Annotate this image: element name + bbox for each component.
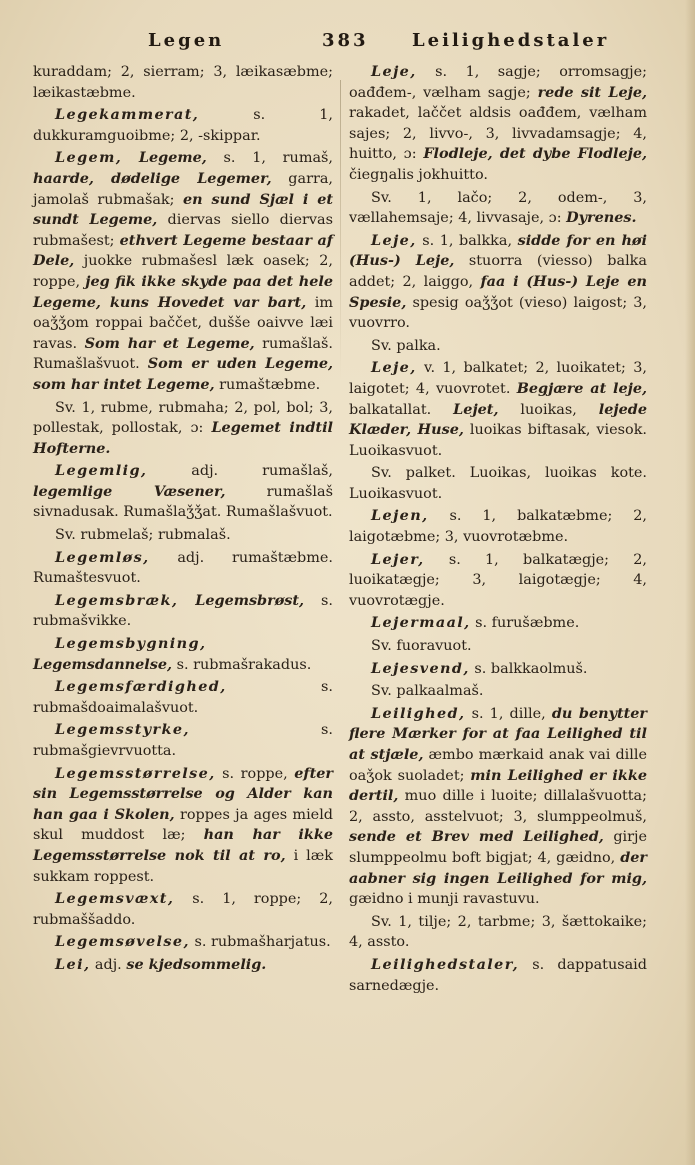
- left-column: [33, 62, 333, 978]
- headword: Legemsbræk,: [55, 591, 179, 609]
- example-phrase: Legemsbrøst,: [195, 591, 305, 609]
- entry-text: roppes ja ages mield skul muddost læ;: [33, 806, 334, 844]
- dictionary-entry: [33, 62, 333, 103]
- entry-text: s. rubmašharjatus.: [189, 934, 331, 951]
- entry-text: Sv. palka.: [371, 337, 441, 354]
- swedish-lapp-note: [349, 336, 647, 357]
- entry-text: v. 1, balkatet; 2, luoikatet; 3, laigotet; 4, vuovrotet.: [349, 360, 647, 397]
- example-phrase: Legemet indtil Hofterne.: [33, 419, 333, 457]
- example-phrase: du benytter flere Mærker for at faa Leilighed til at stjæle,: [349, 704, 647, 763]
- example-phrase: se kjedsommelig.: [126, 955, 267, 973]
- headword: Legemlig,: [55, 462, 148, 480]
- entry-text: s. rubmašdoaimalašvuot.: [33, 679, 333, 716]
- example-phrase: Begjære at leje,: [516, 379, 647, 397]
- entry-text: rakadet, laččet aldsis oađđem, vælham sajes; 2, livvo-, 3, livvadamsagje; 4, huitto, ɔ:: [349, 105, 647, 163]
- example-phrase: faa i (Hus-) Leje en Spesie,: [349, 272, 647, 311]
- dictionary-entry: [33, 889, 333, 930]
- dictionary-entry: [33, 105, 333, 146]
- example-phrase: Som er uden Legeme, som har intet Legeme,: [33, 355, 333, 393]
- page-edge-shadow: [685, 0, 695, 1165]
- dictionary-entry: [33, 148, 333, 395]
- headword: Lei,: [55, 955, 91, 973]
- entry-text: s. 1, balkatæbme; 2, laigotæbme; 3, vuovrotæbme.: [349, 508, 647, 546]
- headword: Leje,: [371, 231, 417, 249]
- entry-text: [178, 593, 195, 609]
- entry-text: spesig oaǯǯot (vieso) laigost; 3, vuovrro.: [349, 294, 647, 332]
- entry-text: s. 1, sagje; orromsagje; oađđem-, vælham sagje;: [349, 64, 647, 101]
- dictionary-entry: [33, 764, 333, 888]
- example-phrase: jeg fik ikke skyde paa det hele Legeme, kuns Hovedet var bart,: [33, 272, 333, 311]
- right-column: [349, 62, 647, 998]
- entry-text: s. rubmašgievrvuotta.: [33, 722, 333, 759]
- headword: Legemsbygning,: [55, 635, 207, 653]
- entry-text: s. rubmašvikke.: [33, 592, 333, 630]
- entry-text: im oaǯǯom roppai baččet, dušše oaivve læi ravas.: [33, 294, 333, 352]
- example-phrase: Som har et Legeme,: [84, 334, 255, 352]
- entry-text: s. roppe,: [215, 765, 295, 782]
- headword: Leilighedstaler,: [371, 955, 520, 973]
- entry-text: s. furušæbme.: [470, 615, 580, 632]
- example-phrase: lejede Klæder, Huse,: [349, 400, 647, 439]
- dictionary-entry: [33, 591, 333, 632]
- entry-text: adj.: [90, 956, 127, 973]
- example-phrase: rede sit Leje,: [537, 83, 647, 101]
- dictionary-entry: [349, 955, 647, 996]
- headword: Lejer,: [371, 550, 425, 568]
- header-right-guideword: Leilighedstaler: [412, 30, 610, 51]
- dictionary-entry: [33, 677, 333, 718]
- dictionary-entry: [349, 358, 647, 461]
- example-phrase: sende et Brev med Leilighed,: [349, 828, 604, 846]
- headword: Leje,: [371, 63, 417, 80]
- example-phrase: min Leilighed er ikke dertil,: [349, 766, 647, 805]
- example-phrase: Flodleje, det dybe Flodleje,: [423, 145, 647, 163]
- entry-text: garra, jamolaš rubmašak;: [33, 170, 333, 208]
- example-phrase: Legeme,: [138, 149, 207, 167]
- entry-text: s. 1, roppe; 2, rubmaššaddo.: [33, 891, 333, 928]
- entry-text: Sv. palket. Luoikas, luoikas kote. Luoikasvuot.: [349, 465, 647, 502]
- swedish-lapp-note: [349, 463, 647, 504]
- headword: Lejen,: [371, 507, 429, 525]
- entry-text: luoikas,: [498, 401, 599, 418]
- headword: Leilighed,: [371, 704, 466, 722]
- headword: Legemsstyrke,: [55, 721, 190, 739]
- entry-text: kuraddam; 2, sierram; 3, læikasæbme; læikastæbme.: [33, 64, 333, 101]
- dictionary-entry: [349, 231, 647, 334]
- entry-text: juokke rubmašesl læk oasek; 2, roppe,: [33, 253, 333, 290]
- example-phrase: legemlige Væsener,: [33, 482, 226, 500]
- dictionary-entry: [349, 613, 647, 634]
- example-phrase: Dyrenes.: [566, 209, 637, 227]
- entry-text: s. 1, dille,: [465, 705, 552, 722]
- entry-text: rumašlaš sivnadusak. Rumašlaǯǯat. Rumašlašvuot.: [33, 483, 333, 521]
- entry-text: stuorra (viesso) balka addet; 2, laiggo,: [349, 253, 647, 290]
- example-phrase: der aabner sig ingen Leilighed for mig,: [349, 848, 647, 887]
- entry-text: Sv. palkaalmaš.: [371, 683, 484, 700]
- headword: Legekammerat,: [55, 106, 200, 124]
- column-divider: [340, 80, 341, 380]
- entry-text: rumašlaš. Rumašlašvuot.: [33, 335, 333, 373]
- dictionary-entry: [349, 62, 647, 186]
- dictionary-entry: [33, 932, 333, 953]
- swedish-lapp-note: [349, 681, 647, 702]
- headword: Legemløs,: [55, 548, 150, 566]
- example-phrase: Lejet,: [453, 400, 499, 418]
- entry-text: Sv. 1, rubme, rubmaha; 2, pol, bol; 3, pollestak, pollostak, ɔ:: [33, 399, 333, 437]
- entry-text: i læk sukkam roppest.: [33, 847, 333, 885]
- swedish-lapp-note: [33, 525, 333, 546]
- page-number: 383: [322, 30, 369, 51]
- headword: Legem,: [55, 149, 123, 167]
- example-phrase: sidde for en høi (Hus-) Leje,: [349, 231, 647, 270]
- swedish-lapp-note: [349, 912, 647, 953]
- headword: Lejesvend,: [371, 659, 470, 677]
- entry-text: Sv. 1, tilje; 2, tarbme; 3, šættokaike; 4, assto.: [349, 913, 647, 951]
- headword: Legemsfærdighed,: [55, 678, 227, 696]
- dictionary-entry: [33, 461, 333, 523]
- example-phrase: efter sin Legemsstørrelse og Alder kan han gaa i Skolen,: [33, 764, 333, 823]
- entry-text: s. balkkaolmuš.: [469, 660, 588, 677]
- dictionary-entry: [349, 704, 647, 910]
- example-phrase: han har ikke Legemsstørrelse nok til at ro,: [33, 826, 333, 864]
- headword: Leje,: [371, 359, 417, 377]
- entry-text: diervas siello diervas rubmašest;: [33, 212, 333, 249]
- swedish-lapp-note: [33, 398, 333, 460]
- entry-text: [122, 150, 139, 166]
- entry-text: Sv. 1, lačo; 2, odem-, 3, vællahemsaje; 4, livvasaje, ɔ:: [349, 189, 647, 227]
- headword: Legemsvæxt,: [55, 890, 175, 908]
- dictionary-entry: [33, 720, 333, 761]
- swedish-lapp-note: [349, 636, 647, 657]
- entry-text: s. 1, balkka,: [416, 232, 518, 249]
- entry-text: s. dappatusaid sarnedægje.: [349, 956, 647, 994]
- entry-text: Sv. fuoravuot.: [371, 638, 472, 655]
- entry-text: s. rubmašrakadus.: [172, 656, 312, 673]
- dictionary-entry: [33, 634, 333, 675]
- entry-text: gæidno i munji ravastuvu.: [349, 891, 540, 908]
- entry-text: adj. rumaštæbme. Rumaštesvuot.: [33, 549, 333, 587]
- example-phrase: en sund Sjæl i et sundt Legeme,: [33, 190, 334, 229]
- entry-text: balkatallat.: [349, 401, 454, 418]
- running-header: [0, 24, 695, 64]
- entry-text: Sv. rubmelaš; rubmalaš.: [55, 527, 231, 544]
- dictionary-entry: [33, 955, 333, 976]
- entry-text: s. 1, rumaš,: [206, 150, 334, 167]
- entry-text: muo dille i luoite; dillalašvuotta; 2, assto, asstelvuot; 3, slumppeolmuš,: [349, 788, 647, 825]
- header-left-guideword: Legen: [148, 30, 225, 51]
- example-phrase: Legemsdannelse,: [33, 655, 173, 673]
- entry-text: girje slumppeolmu boft bigjat; 4, gæidno,: [349, 829, 647, 866]
- dictionary-entry: [349, 659, 647, 680]
- example-phrase: haarde, dødelige Legemer,: [33, 169, 272, 187]
- dictionary-entry: [349, 550, 647, 612]
- swedish-lapp-note: [349, 188, 647, 229]
- headword: Legemsøvelse,: [55, 933, 190, 951]
- entry-text: rumaštæbme.: [214, 376, 321, 393]
- dictionary-entry: [33, 548, 333, 589]
- headword: Lejermaal,: [371, 614, 471, 632]
- entry-text: æmbo mærkaid anak vai dille oaǯok suoladet;: [349, 747, 647, 784]
- entry-text: luoikas biftasak, viesok. Luoikasvuot.: [349, 422, 647, 459]
- dictionary-entry: [349, 506, 647, 547]
- headword: Legemsstørrelse,: [55, 764, 216, 782]
- entry-text: čiegŋalis jokhuitto.: [349, 166, 488, 183]
- entry-text: adj. rumašlaš,: [147, 463, 333, 480]
- example-phrase: ethvert Legeme bestaar af Dele,: [33, 231, 333, 270]
- entry-text: s. 1, balkatægje; 2, luoikatægje; 3, laigotægje; 4, vuovrotægje.: [349, 551, 647, 609]
- entry-text: s. 1, dukkuramguoibme; 2, -skippar.: [33, 107, 333, 144]
